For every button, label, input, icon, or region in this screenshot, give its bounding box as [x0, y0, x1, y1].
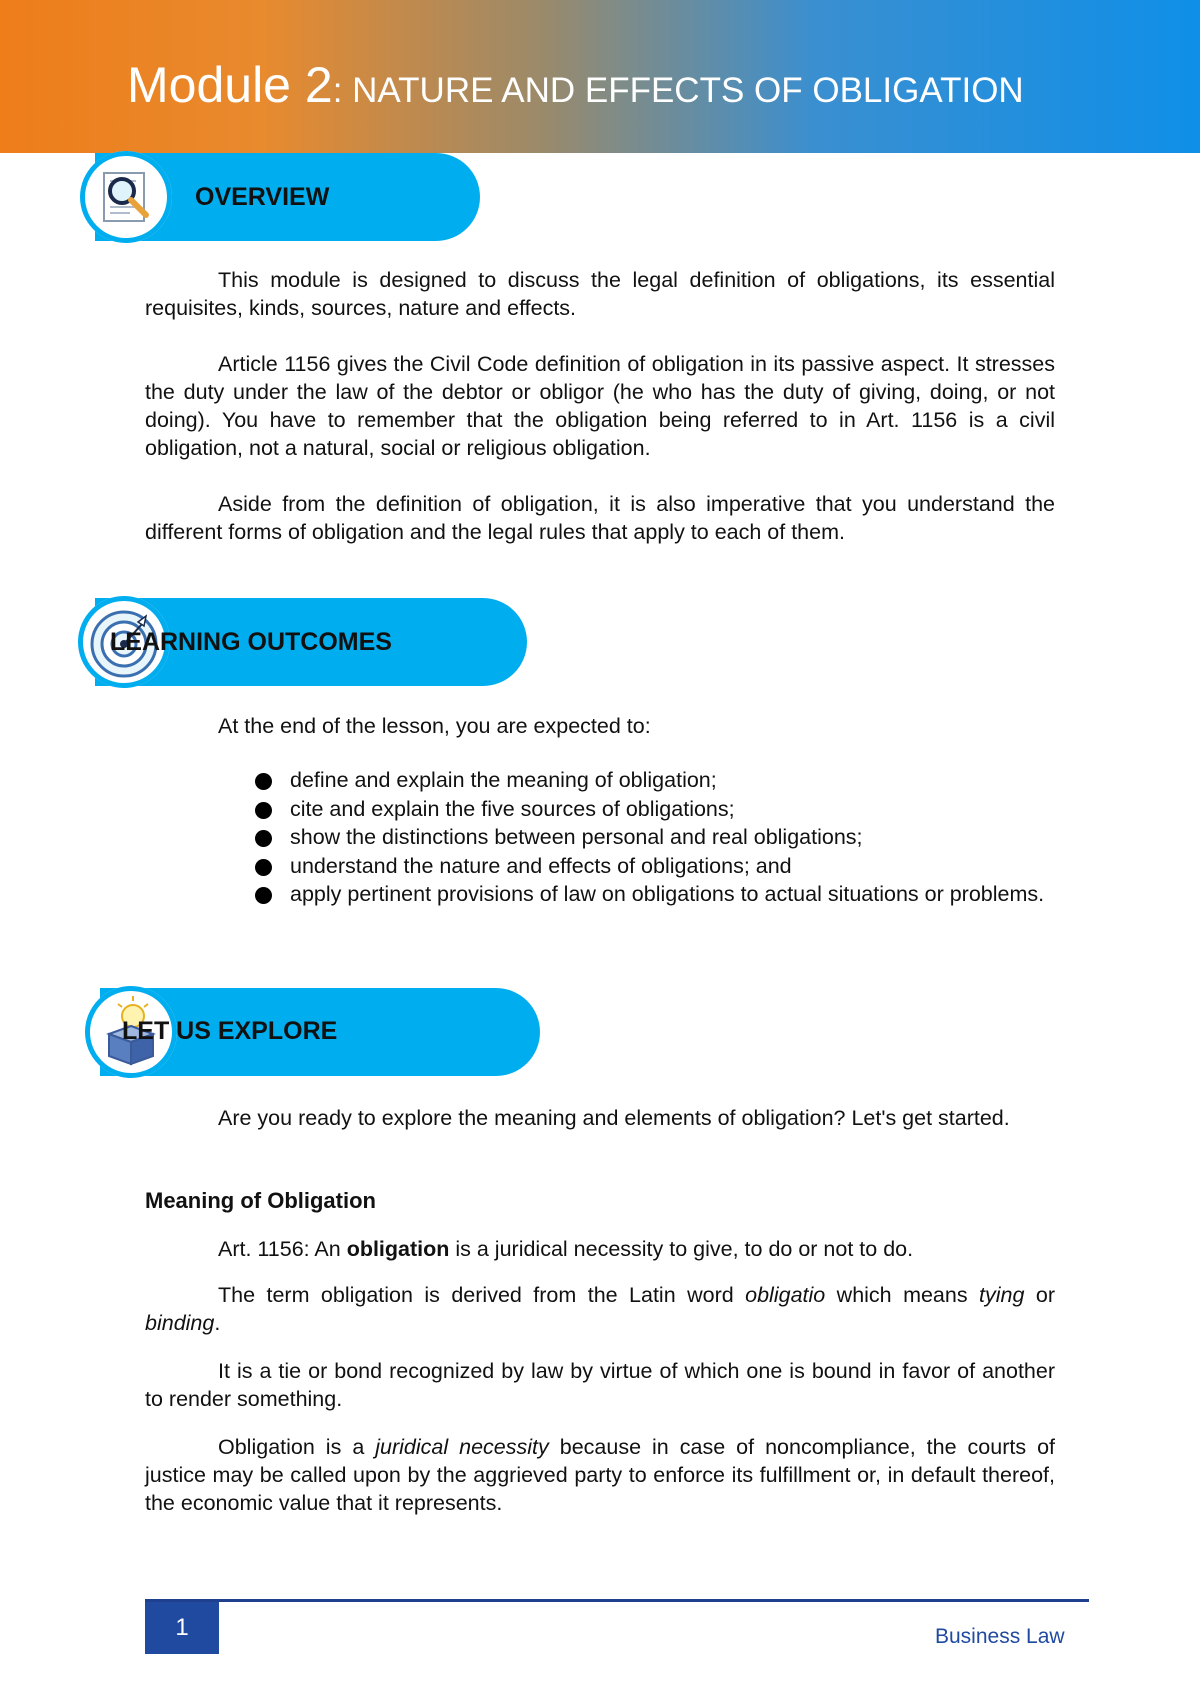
list-item-text: show the distinctions between personal and real obligations; — [290, 825, 863, 849]
article-bold-term: obligation — [346, 1237, 450, 1261]
page-header — [0, 0, 1200, 153]
tying-word: tying — [979, 1283, 1025, 1307]
overview-paragraph-1: This module is designed to discuss the legal definition of obligations, its essential requisites, kinds, sources, nature and effects. — [145, 268, 1055, 320]
overview-heading: OVERVIEW — [195, 183, 330, 211]
list-item — [255, 795, 1055, 824]
magnifier-document-icon — [80, 151, 172, 243]
list-item-text: cite and explain the five sources of obligations; — [290, 796, 735, 821]
bullet-icon — [255, 859, 272, 876]
list-item — [255, 880, 1055, 909]
list-item-text: understand the nature and effects of obligations; and — [290, 853, 792, 878]
let-us-explore-heading: LET US EXPLORE — [122, 1017, 338, 1045]
term-text-3: or — [1024, 1283, 1056, 1307]
overview-paragraph-3: Aside from the definition of obligation, it is also imperative that you understand the different forms of obligation and the legal rules that apply to each of them. — [145, 492, 1055, 544]
explore-intro: Are you ready to explore the meaning and elements of obligation? Let's get started. — [218, 1106, 1010, 1130]
term-text-4: . — [214, 1311, 221, 1335]
meaning-of-obligation-heading: Meaning of Obligation — [145, 1188, 376, 1213]
footer-rule — [145, 1599, 1089, 1602]
bullet-icon — [255, 887, 272, 904]
learning-outcomes-intro: At the end of the lesson, you are expected to: — [218, 714, 651, 738]
bullet-icon — [255, 773, 272, 790]
latin-term-paragraph — [145, 1281, 1055, 1337]
latin-word: obligatio — [745, 1283, 826, 1307]
binding-word: binding — [145, 1311, 215, 1335]
module-subtitle: : NATURE AND EFFECTS OF OBLIGATION — [332, 71, 1024, 110]
juridical-necessity-paragraph — [145, 1433, 1055, 1517]
module-label: Module 2 — [127, 57, 333, 113]
article-suffix: is a juridical necessity to give, to do or not to do. — [449, 1237, 914, 1261]
footer-course-name: Business Law — [935, 1625, 1065, 1648]
learning-outcomes-heading: LEARNING OUTCOMES — [110, 628, 392, 656]
article-1156-paragraph — [145, 1235, 1055, 1263]
article-prefix: Art. 1156: An — [218, 1237, 347, 1261]
term-text-1: The term obligation is derived from the Latin word — [218, 1283, 746, 1307]
page-number: 1 — [145, 1602, 219, 1654]
list-item-text: apply pertinent provisions of law on obligations to actual situations or problems. — [290, 882, 1045, 906]
list-item-text: define and explain the meaning of obligation; — [290, 768, 717, 792]
bullet-icon — [255, 802, 272, 819]
module-title — [127, 56, 1024, 114]
jn-text-2: because in case of noncompliance, the courts of justice may be called upon by the aggrieved party to enforce its fulfillment or, in default thereof, the economic value that it represents. — [145, 1435, 1055, 1515]
tie-bond-paragraph: It is a tie or bond recognized by law by virtue of which one is bound in favor of another to render something. — [145, 1359, 1055, 1411]
list-item — [255, 766, 1055, 795]
jn-text-1: Obligation is a — [218, 1435, 376, 1459]
overview-icon-circle — [80, 151, 172, 243]
overview-paragraph-2: Article 1156 gives the Civil Code definition of obligation in its passive aspect. It stresses the duty under the law of the debtor or obligor (he who has the duty of giving, doing, or not doing). You have to remember that the obligation being referred to in Art. 1156 is a civil obligation, not a natural, social or religious obligation. — [145, 352, 1055, 460]
list-item — [255, 823, 1055, 852]
list-item — [255, 852, 1055, 881]
learning-outcomes-list — [255, 766, 1055, 909]
term-text-2: which means — [825, 1283, 980, 1307]
bullet-icon — [255, 830, 272, 847]
jn-italic-term: juridical necessity — [375, 1435, 549, 1459]
